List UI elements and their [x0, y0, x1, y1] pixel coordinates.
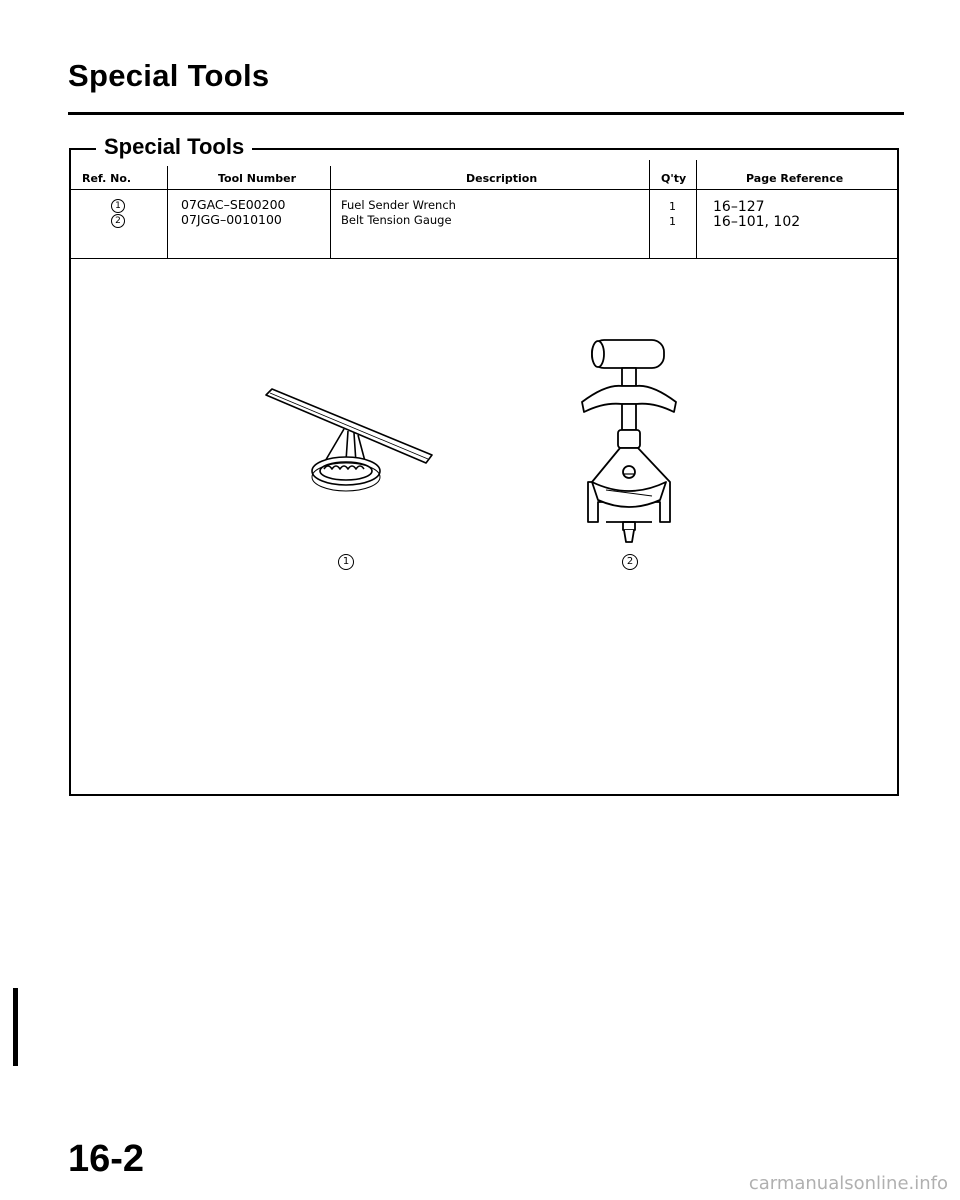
tool-number-cell: 07GAC–SE00200 [181, 197, 286, 212]
title-rule [68, 112, 904, 115]
page-title: Special Tools [68, 58, 270, 93]
col-header-ref: Ref. No. [82, 172, 132, 185]
page-reference-cell: 16–127 [713, 199, 765, 215]
qty-cell: 1 [669, 200, 676, 213]
table-bottom-rule [70, 258, 898, 259]
figure-callout: 2 [622, 554, 638, 570]
tool-number-cell: 07JGG–0010100 [181, 212, 282, 227]
watermark: carmanualsonline.info [748, 1173, 948, 1194]
page-number: 16-2 [68, 1138, 145, 1180]
special-tools-panel [69, 148, 899, 796]
fuel-sender-wrench-icon [262, 385, 438, 495]
description-cell: Fuel Sender Wrench [341, 198, 456, 212]
description-cell: Belt Tension Gauge [341, 213, 452, 227]
page-reference-cell: 16–101, 102 [713, 214, 801, 230]
ref-number: 2 [111, 214, 125, 228]
col-header-tool-number: Tool Number [218, 172, 297, 185]
ref-number: 1 [111, 199, 125, 213]
column-divider [696, 160, 697, 258]
col-header-qty: Q'ty [661, 172, 687, 185]
section-heading: Special Tools [96, 134, 252, 160]
qty-cell: 1 [669, 215, 676, 228]
table-header-rule [70, 189, 898, 190]
col-header-page-reference: Page Reference [746, 172, 844, 185]
col-header-description: Description [466, 172, 538, 185]
column-divider [330, 166, 331, 258]
belt-tension-gauge-icon [576, 332, 682, 550]
column-divider [167, 166, 168, 258]
figure-callout: 1 [338, 554, 354, 570]
margin-bar [13, 988, 18, 1066]
column-divider [649, 160, 650, 258]
